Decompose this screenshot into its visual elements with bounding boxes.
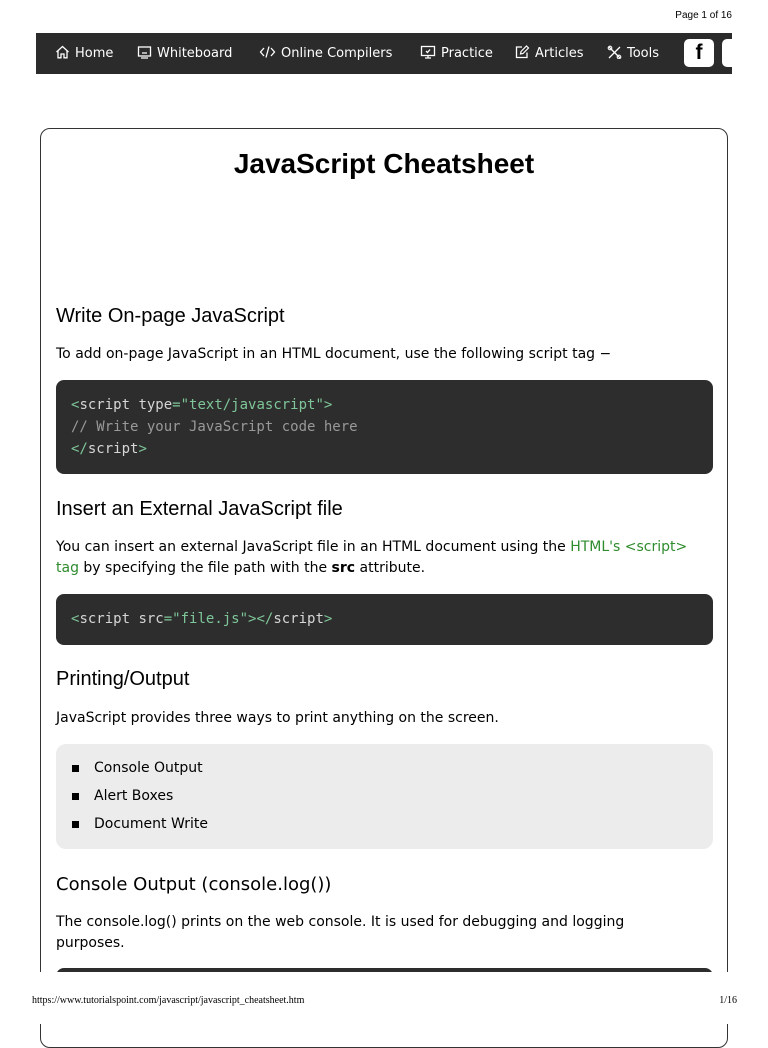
output-methods-list [56,744,713,849]
code-line: </script> [71,441,147,457]
nav-item-practice[interactable] [420,33,493,74]
list-item: Alert Boxes [56,784,713,812]
facebook-link[interactable] [684,39,714,67]
facebook-icon: f [695,41,703,64]
nav-item-home[interactable] [55,33,113,74]
list-item: Document Write [56,812,713,840]
bullet-icon [72,821,79,828]
nav-item-articles[interactable] [515,33,583,74]
nav-label: Practice [441,46,493,61]
page-title: JavaScript Cheatsheet [233,148,535,179]
page-counter: Page 1 of 16 [675,10,732,21]
nav-item-whiteboard[interactable] [137,33,232,74]
nav-label: Whiteboard [157,46,233,61]
footer-url: https://www.tutorialspoint.com/javascript/javascript_cheatsheet.htm [32,995,305,1006]
console-description: The console.log() prints on the web console. It is used for debugging and logging purposes. [56,914,625,951]
practice-icon [420,45,441,63]
social-link-partial[interactable] [722,39,732,67]
section-heading-external: Insert an External JavaScript file [56,498,343,520]
code-line: // Write your JavaScript code here [71,419,358,435]
bullet-icon [72,793,79,800]
section-heading-onpage: Write On-page JavaScript [56,305,285,327]
nav-label: Tools [627,46,660,61]
section-heading-console: Console Output (console.log()) [56,874,332,895]
top-navbar [36,33,732,74]
nav-label: Online Compilers [281,46,393,61]
html-script-tag-link[interactable]: HTML's <script> tag [56,539,688,576]
code-line: <script type="text/javascript"> [71,397,333,413]
bullet-icon [72,765,79,772]
code-block-onpage [56,380,713,474]
code-icon [259,45,281,63]
code-line: <script src="file.js"></script> [71,611,333,627]
nav-label: Articles [535,46,584,61]
external-description: You can insert an external JavaScript file in an HTML document using the HTML's <script> tag by specifying the file path with the src attribute. [56,539,688,576]
nav-item-tools[interactable] [607,33,659,74]
content-card [40,128,728,1048]
edit-icon [515,45,535,63]
nav-item-online-compilers[interactable] [259,33,392,74]
code-block-external [56,594,713,645]
whiteboard-icon [137,45,157,63]
section-heading-printing: Printing/Output [56,668,190,690]
home-icon [55,45,75,63]
tools-icon [607,45,627,63]
nav-label: Home [75,46,114,61]
printing-description: JavaScript provides three ways to print anything on the screen. [56,710,499,726]
onpage-description: To add on-page JavaScript in an HTML document, use the following script tag − [56,346,612,362]
footer-page-number: 1/16 [719,995,737,1006]
list-item: Console Output [56,756,713,784]
